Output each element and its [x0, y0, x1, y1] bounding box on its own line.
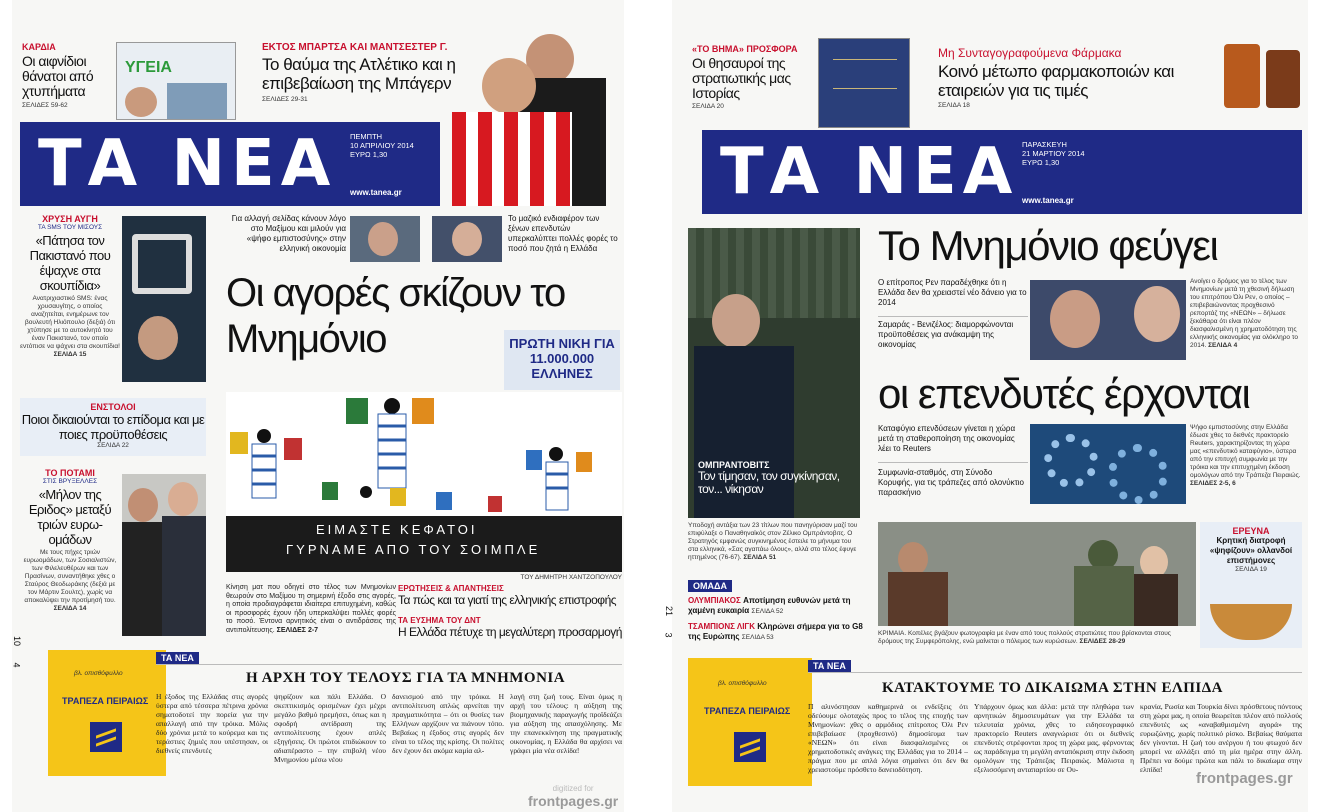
sport-caption: [688, 522, 860, 562]
editorial-col-1: Η έξοδος της Ελλάδας στις αγορές ύστερα από τέσσερα πέτρινα χρόνια σηματοδοτεί την πορεία για την απαλλαγή από την τρόικα. Μόλις δύο χρόνια μετά το κούρεμα και τις τεράστιες ζημιές που υπέστησαν, οι διεθνείς επενδυτές: [156, 692, 268, 755]
story-title: Κρητική διατροφή «ψηφίζουν» ολλανδοί επιστήμονες: [1209, 536, 1293, 565]
page-ref: ΣΕΛΙΔΑ 14: [53, 605, 87, 612]
imf-story[interactable]: [398, 616, 622, 639]
watermark-site-2: frontpages.gr: [1196, 770, 1293, 787]
page-ref: ΣΕΛΙΔΑ 4: [1208, 342, 1238, 349]
first-win-badge: ΠΡΩΤΗ ΝΙΚΗ ΓΙΑ 11.000.000 ΕΛΛΗΝΕΣ: [504, 330, 620, 390]
story-title: Τα πώς και τα γιατί της ελληνικής επιστροφής: [398, 593, 617, 607]
mp-portrait: [138, 316, 178, 360]
editorial-tag: ΤΑ ΝΕΑ: [808, 660, 851, 672]
main-headline-2[interactable]: οι επενδυτές έρχονται: [878, 370, 1250, 417]
gear-icon: [1108, 444, 1168, 504]
story-uniformed[interactable]: [20, 398, 206, 456]
supplement-label: ΥΓΕΙΑ: [125, 59, 172, 76]
main-headline[interactable]: Οι αγορές σκίζουν το Μνημόνιο: [226, 271, 565, 361]
obradovic-photo[interactable]: [688, 228, 860, 518]
kicker: ΤΟ ΠΟΤΑΜΙ: [45, 468, 95, 478]
editorial-title[interactable]: Η ΑΡΧΗ ΤΟΥ ΤΕΛΟΥΣ ΓΙΑ ΤΑ ΜΝΗΜΟΝΙΑ: [246, 670, 566, 686]
face: [1050, 290, 1100, 348]
page-ref: ΣΕΛΙΔΕΣ 2-5, 6: [1190, 480, 1236, 487]
editorial-tag: ΤΑ ΝΕΑ: [156, 652, 199, 664]
research-story[interactable]: [1200, 522, 1302, 648]
kicker: Μη Συνταγογραφούμενα Φάρμακα: [938, 46, 1122, 60]
teaser-title: Το θαύμα της Ατλέτικο και η επιβεβαίωση της Μπάγερν: [262, 55, 456, 93]
face: [1134, 286, 1180, 342]
cartoon-credit: ΤΟΥ ΔΗΜΗΤΡΗ ΧΑΝΤΖΟΠΟΥΛΟΥ: [520, 574, 622, 581]
editorial-col-2: ψηφίζουν και πάλι Ελλάδα. Ο σκεπτικισμός ορισμένων έχει μέχρι μεγάλο βαθμό ηρεμήσει, όπως και η σφοδρή αντίδραση της αντιπολίτευσης έχουν απλές εξηγήσεις. Οι πρώτοι επιδιώκουν το αδιαπέραστο – την επιβολή νέου Μνημονίου μέσω νέου: [274, 692, 386, 764]
editorial-col-1: Π αλινόστησαν καθημερινά οι ενδείξεις ότι οδεύουμε ολοταχώς προς το τέλος της εποχής των Μνημονίων: χθες ο αρμόδιος επίτροπος Όλι Ρεν επιβεβαίωσε (προχθεσινό) δημοσίευμα των «ΝΕΩΝ» ότι είναι διασφαλισμένες οι χρηματοδοτικές ανάγκες της Ελλάδας για το 2014 – πράγμα που με απλά λόγια σημαίνει ότι δεν θα χρειαστούμε πρόσθετο δανειοδότηση.: [808, 702, 968, 774]
page-mark: 3: [663, 632, 674, 638]
crimea-photo[interactable]: [878, 522, 1196, 626]
masthead[interactable]: [702, 130, 1302, 214]
page-mark: 21: [664, 605, 675, 617]
story-title: Η Ελλάδα πέτυχε τη μεγαλύτερη προσαρμογή: [398, 625, 622, 639]
face: [452, 222, 482, 256]
editorial-col-4: λαγή στη ζωή τους. Είναι όμως η αρχή του τέλους: η αύξηση της βιομηχανικής παραγωγής προϊδεάζει για αύξηση της απασχόλησης. Με την επανεκκίνηση της πραγματικής οικονομίας, η Ελλάδα θα αρχίσει να γράφει μία νέα σελίδα!: [510, 692, 622, 755]
teaser-title: Οι θησαυροί της στρατιωτικής μας Ιστορίας: [692, 55, 791, 101]
day: ΠΕΜΠΤΗ: [350, 132, 383, 141]
rehn-column: [1190, 278, 1302, 350]
kicker-2: ΤΑ SMS ΤΟΥ ΜΙΣΟΥΣ: [37, 224, 103, 231]
politicians-photo: [122, 474, 206, 636]
story-golden-dawn[interactable]: [20, 214, 120, 386]
newspaper-logo[interactable]: ΤΑ ΝΕΑ: [720, 135, 1019, 209]
gears-photo: [1030, 424, 1186, 504]
dateline: [350, 132, 414, 159]
page-mark: 4: [11, 662, 22, 668]
page-ref: ΣΕΛΙΔΑ 19: [1235, 566, 1267, 573]
page-ref: ΣΕΛΙΔΑ 51: [743, 554, 777, 561]
page-ref: ΣΕΛΙΔΕΣ 28-29: [1079, 638, 1126, 645]
front-page-april-10[interactable]: [12, 0, 624, 812]
story-body: Ανατριχιαστικό SMS: ένας χρυσαυγίτης, ο οποίος αναζητείται, ενημέρωνε τον βουλευτή Ηλιόπουλο (δεξιά) ότι χτύπησε με το αυτοκίνητό του έναν Πακιστανό, τον οποίο εντόπισε να ψάχνει στα σκουπίδια!: [20, 295, 120, 350]
kicker: ΧΡΥΣΗ ΑΥΓΗ: [42, 214, 98, 224]
coach-head: [712, 294, 760, 348]
kicker: ΕΡΩΤΗΣΕΙΣ & ΑΠΑΝΤΗΣΕΙΣ: [398, 584, 504, 593]
woman-coat: [1134, 574, 1178, 626]
newspaper-logo[interactable]: ΤΑ ΝΕΑ: [38, 127, 337, 201]
person-head: [168, 482, 198, 516]
bullet-rehn[interactable]: Ο επίτροπος Ρεν παραδέχθηκε ότι η Ελλάδα δεν θα χρειαστεί νέο δάνειο για το 2014: [878, 278, 1027, 307]
day: ΠΑΡΑΣΚΕΥΗ: [1022, 140, 1067, 149]
page-ref: ΣΕΛΙΔΕΣ 2-7: [276, 626, 319, 634]
kicker: ΤΑ ΕΥΣΗΜΑ ΤΟΥ ΔΝΤ: [398, 616, 481, 625]
date: 21 ΜΑΡΤΙΟΥ 2014: [1022, 149, 1085, 158]
teaser-title: Κοινό μέτωπο φαρμακοποιών και εταιρειών για τις τιμές: [938, 62, 1174, 100]
cover-photo: [167, 83, 227, 119]
price: ΕΥΡΩ 1,30: [350, 150, 388, 159]
kicker: ΟΜΠΡΑΝΤΟΒΙΤΣ: [698, 460, 770, 470]
caption-text: ΚΡΙΜΑΙΑ. Κοπέλες βγάζουν φωτογραφία με έναν από τους πολλούς στρατιώτες που βρίσκονται στους δρόμους της Συμφερόπολης, ενώ μαίνεται ο πόλεμος των κυρώσεων.: [878, 630, 1171, 645]
face-photo: [125, 87, 157, 117]
page-ref: ΣΕΛΙΔΑ 52: [751, 608, 784, 615]
caption-text: Υποδοχή αντάξια των 23 τίτλων που πανηγύρισαν μαζί του επιφύλαξε ο Παναθηναϊκός στον Ζέλικο Ομπράντοβιτς. Ο Στρατηγός εμφανώς συγκινημένος έστειλε το μήνυμα του στα ελληνικά, «Σας αγαπάω όλους», αλλά στο τέλος έφυγε ηττημένος (76-67).: [688, 522, 858, 561]
brief-text: Κληρώνει σήμερα για το G8 της Ευρώπης: [688, 622, 863, 641]
ad-note: βλ. οπισθόφυλλο: [74, 670, 123, 677]
dateline: [1022, 140, 1085, 167]
column-text: Ψήφο εμπιστοσύνης στην Ελλάδα έδωσε χθες το διεθνές πρακτορείο Reuters, χαρακτηρίζοντας τη χώρα μας «επενδυτικό καταφύγιο», ύστερα από την επιτυχή συμφωνία με την τρόικα και την επιτυχημένη έκδοση ομολόγων από την Τράπεζα Πειραιώς.: [1190, 424, 1301, 479]
story-title: «Πάτησα τον Πακιστανό που έψαχνε στα σκουπίδια»: [29, 233, 111, 293]
footballers-photo: [442, 30, 622, 206]
brief-text: Αποτίμηση ευθυνών μετά τη χαμένη ευκαιρία: [688, 596, 851, 615]
watermark-digitized: digitized for: [552, 784, 594, 793]
page-ref: ΣΕΛΙΔΑ 15: [53, 351, 87, 358]
page-mark: 10: [12, 635, 23, 647]
lead-text: Κίνηση ματ που οδηγεί στο τέλος των Μνημονίων θεωρούν στο Μαξίμου τη σημερινή έξοδο στις αγορές, η οποία προδιαγράφεται ιδιαίτερα επιτυχημένη, καθώς οι προσφορές έχουν ήδη υπερκαλύψει πολλές φορές το ποσό. Έντονα αρνητικός είναι ο αντιδράσεις της αντιπολίτευσης.: [226, 584, 396, 634]
main-headline-1[interactable]: Το Μνημόνιο φεύγει: [878, 222, 1218, 269]
teaser-investors[interactable]: Το μαζικό ενδιαφέρον των ξένων επενδυτών υπερκαλύπτει πολλές φορές το ποσό που ζητά η Ελλάδα: [508, 214, 618, 253]
story-title: Ποιοι δικαιούνται το επίδομα και με ποιες προϋποθέσεις: [21, 412, 205, 442]
person-head: [128, 488, 158, 522]
page-ref: ΣΕΛΙΔΑ 18: [938, 102, 970, 109]
girl-head: [898, 542, 928, 576]
sport-headline: [698, 460, 858, 496]
page-ref: ΣΕΛΙΔΑ 22: [97, 442, 129, 449]
bank-name: ΤΡΑΠΕΖΑ ΠΕΙΡΑΙΩΣ: [62, 696, 149, 706]
story-potami[interactable]: [20, 468, 120, 640]
bank-logo-icon: [734, 732, 766, 762]
piraeus-bank-ad[interactable]: [48, 650, 166, 776]
top-teaser-heart[interactable]: [22, 42, 112, 116]
cartoon-caption-2: ΓΥΡΝΑΜΕ ΑΠΟ ΤΟΥ ΣΟΙΜΠΛΕ: [286, 542, 541, 557]
editorial-col-2: Υπάρχουν όμως και άλλα: μετά την πληθώρα των αρνητικών δημοσιευμάτων για την Ελλάδα τα τελευταία χρόνια, χθες το ειδησεογραφικό πρακτορείο Reuters αναγνώρισε ότι οι διεθνείς επενδυτές στρέφονται προς τη χώρα μας, φέρνοντας ως παράδειγμα τη μεγάλη ανταπόκριση στην έκδοση ομολόγων της Τράπεζας Πειραιώς. Μάλιστα η εξελισσόμενη ανταπαρτίου σε Ου-: [974, 702, 1134, 774]
reuters-column: [1190, 424, 1302, 488]
person-body: [162, 516, 206, 636]
price: ΕΥΡΩ 1,30: [1022, 158, 1060, 167]
qa-story[interactable]: [398, 584, 622, 607]
teaser-maximou[interactable]: Για αλλαγή σελίδας κάνουν λόγο στο Μαξίμου και μιλούν για «ψήφο εμπιστοσύνης» στην ελληνική οικονομία: [231, 214, 346, 253]
editorial-col-3: δανεισμού από την τρόικα. Η αντιπολίτευση απλώς αρνείται την πραγματικότητα – ότι οι θυσίες των Ελλήνων αρχίζουν να πιάνουν τόπο. Βεβαίως η έξοδος στις αγορές δεν είναι το τέλος της κρίσης. Οι πολίτες δεν έχουν δει ακόμα καμία αλ-: [392, 692, 504, 755]
book-title-frame: [833, 59, 897, 89]
gear-icon: [1044, 434, 1098, 488]
bullet-reuters[interactable]: Καταφύγιο επενδύσεων γίνεται η χώρα μετά τη σταθεροποίηση της οικονομίας λέει το Reuters: [878, 424, 1016, 453]
food-basket-icon: [1210, 604, 1292, 640]
lead-paragraph[interactable]: [226, 584, 396, 635]
crimea-caption: [878, 630, 1196, 646]
bullet-summit[interactable]: Συμφωνία-σταθμός, στη Σύνοδο Κορυφής, για τις τράπεζες από ολονύκτιο παρασκήνιο: [878, 468, 1024, 497]
team: ΟΛΥΜΠΙΑΚΟΣ: [688, 596, 741, 605]
editorial-col-3: κρανία, Ρωσία και Τουρκία δίνει πρόσθετους πόντους στη χώρα μας, η οποία θεωρείται πλέον από πολλούς επενδυτές ως «αναβαθμισμένη αγορά» της ευρωζώνης, χωρίς πολιτικό ρίσκο. Βεβαίως θαύματα δεν γίνονται. Η ζωή του ανέργου ή του φτωχού δεν μπορεί να αλλάξει από τη μία ημέρα στην άλλη. Πρέπει να δούμε πρώτα και πάλι το δικαίωμα στην ελπίδα!: [1140, 702, 1302, 774]
story-body: Με τους πήχες τριών ευρωομάδων, των Σοσιαλιστών, των Φιλελευθέρων και των Πρασίνων, συναντήθηκε χθες ο Σταύρος Θεοδωράκης (δεξιά με τον Μάρτιν Σουλτς), χωρίς να αποκαλύψει την προτίμησή του.: [23, 549, 117, 604]
cartoon-caption-1: ΕΙΜΑΣΤΕ ΚΕΦΑΤΟΙ: [316, 522, 478, 537]
cartoon: [226, 392, 622, 572]
sport-brief-olympiacos[interactable]: [688, 596, 868, 617]
watermark-site: frontpages.gr: [528, 793, 619, 809]
golden-dawn-photo: [122, 216, 206, 382]
ad-note: βλ. οπισθόφυλλο: [718, 680, 767, 687]
player-head: [482, 58, 536, 114]
samaras-venizelos-photo: [1030, 280, 1186, 360]
omada-tag: ΟΜΑΔΑ: [688, 580, 732, 592]
stournaras-photo: [432, 216, 502, 262]
top-teaser-vima-offer[interactable]: [692, 44, 818, 124]
kicker: ΕΚΤΟΣ ΜΠΑΡΤΣΑ ΚΑΙ ΜΑΝΤΣΕΣΤΕΡ Γ.: [262, 42, 448, 53]
kicker: ΕΡΕΥΝΑ: [1232, 526, 1270, 536]
top-teaser-pharma[interactable]: [938, 46, 1208, 126]
website-link[interactable]: www.tanea.gr: [350, 188, 402, 197]
front-page-march-21[interactable]: [663, 0, 1308, 812]
bank-name: ΤΡΑΠΕΖΑ ΠΕΙΡΑΙΩΣ: [704, 706, 791, 716]
team: ΤΣΑΜΠΙΟΝΣ ΛΙΓΚ: [688, 622, 755, 631]
samaras-photo: [350, 216, 420, 262]
kicker-2: ΣΤΙΣ ΒΡΥΞΕΛΛΕΣ: [42, 478, 98, 485]
health-supplement-cover[interactable]: [116, 42, 236, 120]
book-cover[interactable]: [818, 38, 910, 128]
editorial-title[interactable]: ΚΑΤΑΚΤΟΥΜΕ ΤΟ ΔΙΚΑΙΩΜΑ ΣΤΗΝ ΕΛΠΙΔΑ: [882, 680, 1223, 696]
column-text: Ανοίγει ο δρόμος για το τέλος των Μνημονίων μετά τη χθεσινή δήλωση του επιτρόπου Όλι Ρεν, ο οποίος – επιβεβαιώνοντας προχθεσινό ρεπορτάζ της «ΝΕΩΝ» – δήλωσε ξεκάθαρα ότι είναι πλέον διασφαλισμένη η χρηματοδότηση της ελληνικής οικονομίας για ολόκληρο το 2014.: [1190, 278, 1298, 349]
page-ref: ΣΕΛΙΔΕΣ 29-31: [262, 96, 308, 103]
website-link[interactable]: www.tanea.gr: [1022, 196, 1074, 205]
page-ref: ΣΕΛΙΔΑ 20: [692, 103, 724, 110]
kicker: «ΤΟ ΒΗΜΑ» ΠΡΟΣΦΟΡΑ: [692, 44, 798, 54]
kicker: ΚΑΡΔΙΑ: [22, 42, 56, 52]
person-body: [122, 522, 164, 636]
page-ref: ΣΕΛΙΔΑ 53: [741, 634, 774, 641]
face: [368, 222, 398, 256]
watermark: [528, 784, 618, 809]
date: 10 ΑΠΡΙΛΙΟΥ 2014: [350, 141, 414, 150]
teaser-title: Οι αιφνίδιοι θάνατοι από χτυπήματα: [22, 53, 94, 99]
girl-coat: [888, 572, 948, 626]
sport-title: Τον τίμησαν, τον συγκίνησαν, τον... νίκησαν: [698, 469, 840, 496]
story-title: «Μήλον της Εριδος» μεταξύ τριών ευρω-ομάδων: [28, 487, 112, 547]
page-ref: ΣΕΛΙΔΕΣ 59-62: [22, 102, 68, 109]
bank-logo-icon: [90, 722, 122, 752]
kicker: ΕΝΣΤΟΛΟΙ: [90, 402, 136, 412]
meander-symbol-icon: [132, 234, 192, 294]
sport-brief-champions[interactable]: [688, 622, 868, 643]
soldier-uniform: [1074, 566, 1134, 626]
masthead[interactable]: [20, 122, 440, 206]
bullet-samaras[interactable]: Σαμαράς - Βενιζέλος: διαμορφώνονται προϋποθέσεις για ανάκαμψη της οικονομίας: [878, 320, 1014, 349]
atletico-shirt: [452, 112, 572, 206]
piraeus-bank-ad[interactable]: [688, 658, 812, 786]
